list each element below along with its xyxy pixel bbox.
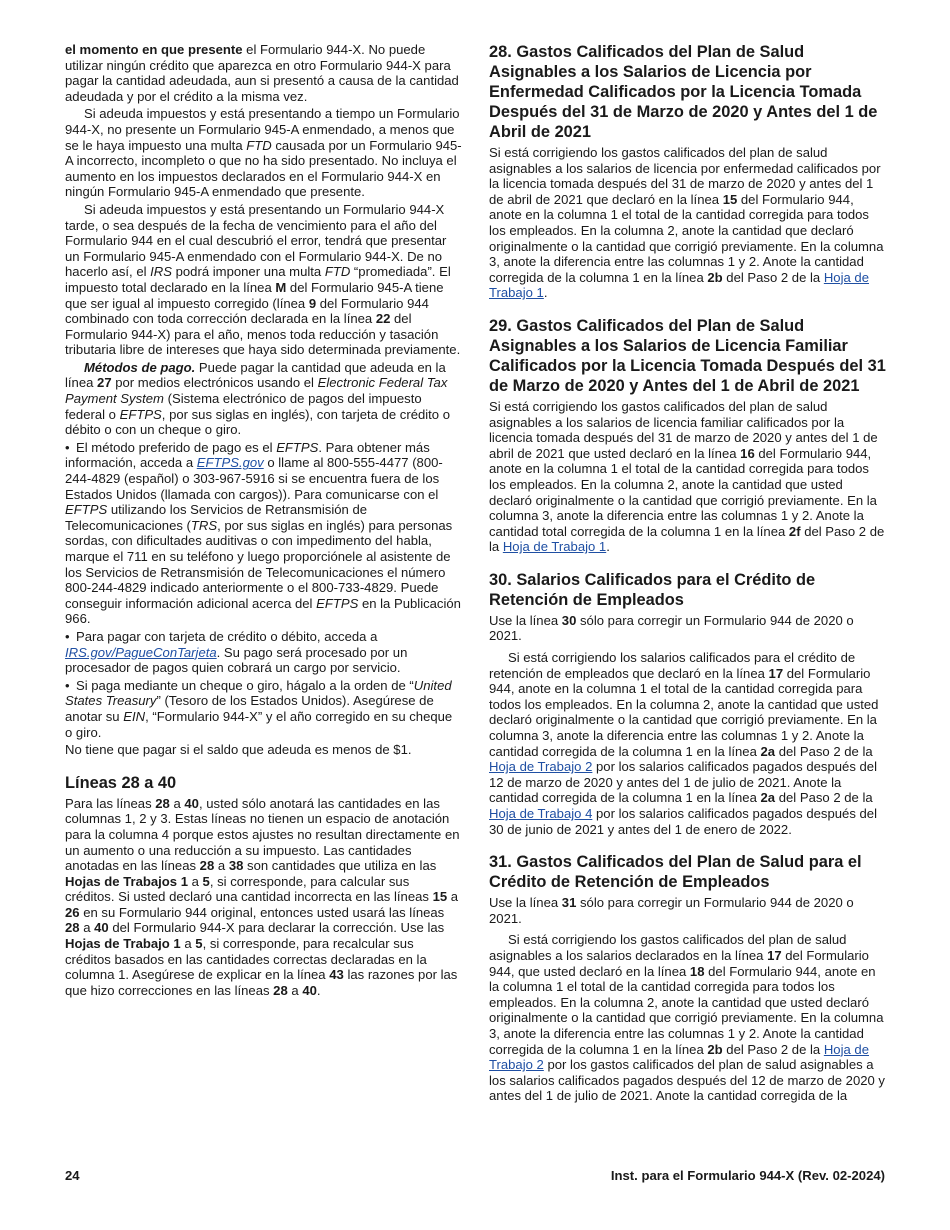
paragraph-lines-28-40: Para las líneas 28 a 40, usted sólo anotará las cantidades en las columnas 1, 2 y 3. Estas líneas no tienen un espacio de anotación para la columna 4 porque estos ajustes no resultan directamente en un aumento o una reducción a su impuesto. Las cantidades anotadas en las líneas 28 a 38 son cantidades que utiliza en las Hojas de Trabajos 1 a 5, si corresponde, para calcular sus créditos. Si usted declaró una cantidad incorrecta en las líneas 15 a 26 en su Formulario 944 original, entonces usted usará las líneas 28 a 40 del Formulario 944-X para declarar la corrección. Use las Hojas de Trabajo 1 a 5, si corresponde, para recalcular sus créditos basados en las cantidades correctas declaradas en la columna 1. Asegúrese de explicar en la línea 43 las razones por las que hizo correcciones en las líneas 28 a 40. bbox=[65, 795, 460, 998]
heading-lines-28-40: Líneas 28 a 40 bbox=[65, 773, 177, 792]
paragraph-line-30: Si está corrigiendo los salarios calificados para el crédito de retención de empleados que declaró en la línea 17 del Formulario 944, anote en la columna 1 el total de la cantidad corregida para todos los empleados. En la columna 2, anote la cantidad que usted declaró originalmente o la cantidad que corrigió previamente. En la columna 3, anote la diferencia entre las columnas 1 y 2. Anote la cantidad corregida de la columna 1 en la línea 2a del Paso 2 de la Hoja de Trabajo 2 por los salarios calificados pagados después del 12 de marzo de 2020 y antes del 1 de julio de 2021. Anote la cantidad corregida de la columna 1 en la línea 2a del Paso 2 de la Hoja de Trabajo 4 por los salarios calificados pagados después del 30 de junio de 2021 y antes del 1 de enero de 2022. bbox=[489, 650, 879, 837]
paragraph-late-filing: Si adeuda impuestos y está presentando un Formulario 944-X tarde, o sea después de la fecha de vencimiento para el año del Formulario 944 en el cual descubrió el error, tendrá que presentar un Formulario 945-A enmendado con el Formulario 944-X. De no hacerlo así, el IRS podrá imponer una multa FTD “promediada”. El impuesto total declarado en la línea M del Formulario 945-A tiene que ser igual al impuesto corregido (línea 9 del Formulario 944 combinado con toda corrección declarada en la línea 22 del Formulario 944-X) para el año, menos toda reducción y tasación tributaria libre de intereses que haya sido determinada previamente. bbox=[65, 201, 461, 358]
bullet-eftps: • El método preferido de pago es el EFTPS. Para obtener más información, acceda a EFTPS.gov o llame al 800-555-4477 (800-244-4829 (español) o 303-967-5916 si se encuentra fuera de los Estados Unidos (llamada con cargos)). Para comunicarse con el EFTPS utilizando los Servicios de Retransmisión de Telecomunicaciones (TRS, por sus siglas en inglés) para personas sordas, con dificultades auditivas o con impedimento del habla, marque el 711 en su teléfono y luego proporciónele al asistente de los Servicios de Retransmisión de Telecomunicaciones el número 800-244-4829 indicado anteriormente o el 800-733-4829. Puede conseguir información adicional acerca del EFTPS en la Publicación 966. bbox=[65, 439, 461, 627]
eftps-link[interactable]: EFTPS.gov bbox=[196, 455, 264, 471]
heading-line-28: 28. Gastos Calificados del Plan de Salud Asignables a los Salarios de Licencia por Enfermedad Calificados por la Licencia Tomada Después del 31 de Marzo de 2020 y Antes del 1 de Abril de 2021 bbox=[489, 43, 878, 141]
document-title: Inst. para el Formulario 944-X (Rev. 02-2024) bbox=[610, 1168, 885, 1183]
worksheet-1-link[interactable]: Hoja de Trabajo 1 bbox=[489, 269, 869, 301]
worksheet-2-link[interactable]: Hoja de Trabajo 2 bbox=[489, 1041, 869, 1073]
paragraph-on-time-filing: Si adeuda impuestos y está presentando a tiempo un Formulario 944-X, no presente un Formulario 945-A enmendado, a menos que se le haya impuesto una multa FTD causada por un Formulario 945-A incorrecto, incompleto o que no ha sido presentado. No incluya el aumento en los impuestos declarados en el Formulario 944-X en ningún Formulario 945-A enmendado que presente. bbox=[65, 106, 462, 200]
paragraph-line-30-scope: Use la línea 30 sólo para corregir un Formulario 944 de 2020 o 2021. bbox=[489, 612, 854, 644]
page-number: 24 bbox=[65, 1168, 80, 1183]
heading-line-29: 29. Gastos Calificados del Plan de Salud Asignables a los Salarios de Licencia Familiar Calificados por la Licencia Tomada Después del 31 de Marzo de 2020 y Antes del 1 de Abril de 2021 bbox=[489, 316, 886, 395]
paragraph-line-31: Si está corrigiendo los gastos calificados del plan de salud asignables a los salarios declarados en la línea 17 del Formulario 944, que usted declaró en la línea 18 del Formulario 944, anote en la columna 1 el total de la cantidad corregida para todos los empleados. En la columna 2, anote la cantidad que usted declaró originalmente o la cantidad que corrigió previamente. En la columna 3, anote la diferencia entre las columnas 1 y 2. Anote la cantidad corregida de la columna 1 en la línea 2b del Paso 2 de la Hoja de Trabajo 2 por los gastos calificados del plan de salud asignables a los salarios calificados pagados después del 12 de marzo de 2020 y antes del 1 de julio de 2021. Anote la cantidad corregida de la bbox=[489, 932, 885, 1104]
paragraph-line-29: Si está corrigiendo los gastos calificados del plan de salud asignables a los salarios de licencia familiar calificados por la licencia tomada después del 31 de marzo de 2020 y antes del 1 de abril de 2021 que usted declaró en la línea 16 del Formulario 944, anote en la columna 1 el total de la cantidad corregida para todos los empleados. En la columna 2, anote la cantidad que usted declaró originalmente o la cantidad que corrigió previamente. En la columna 3, anote la diferencia entre las columnas 1 y 2. Anote la cantidad total corregida de la columna 1 en la línea 2f del Paso 2 de la Hoja de Trabajo 1. bbox=[489, 398, 885, 555]
worksheet-2-link[interactable]: Hoja de Trabajo 2 bbox=[489, 759, 593, 775]
paragraph-payment-timing: el momento en que presente el Formulario 944-X. No puede utilizar ningún crédito que aparezca en otro Formulario 944-X para pagar la cantidad adeudada, aun si presentó a causa de la cantidad adeudada y por el crédito a la misma vez. bbox=[65, 42, 459, 104]
heading-line-31: 31. Gastos Calificados del Plan de Salud para el Crédito de Retención de Empleados bbox=[489, 853, 862, 892]
paragraph-line-28: Si está corrigiendo los gastos calificados del plan de salud asignables a los salarios de licencia por enfermedad calificados por la licencia tomada después del 31 de marzo de 2020 y antes del 1 de abril de 2021 que declaró en la línea 15 del Formulario 944, anote en la columna 1 el total de la cantidad corregida para todos los empleados. En la columna 2, anote la cantidad que declaró originalmente o la cantidad que corrigió previamente. En la columna 3, anote la diferencia entre las columnas 1 y 2. Anote la cantidad corregida de la columna 1 en la línea 2b del Paso 2 de la Hoja de Trabajo 1. bbox=[489, 145, 884, 301]
worksheet-4-link[interactable]: Hoja de Trabajo 4 bbox=[489, 806, 593, 821]
paragraph-payment-methods: Métodos de pago. Puede pagar la cantidad que adeuda en la línea 27 por medios electrónicos usando el Electronic Federal Tax Payment System (Sistema electrónico de pagos del impuesto federal o EFTPS, por sus siglas en inglés), con tarjeta de crédito o débito o con un cheque o giro. bbox=[65, 359, 451, 438]
irs-card-payment-link[interactable]: IRS.gov/PagueConTarjeta bbox=[65, 644, 217, 660]
paragraph-minimum-balance: No tiene que pagar si el saldo que adeuda es menos de $1. bbox=[65, 742, 412, 758]
paragraph-line-31-scope: Use la línea 31 sólo para corregir un Formulario 944 de 2020 o 2021. bbox=[489, 895, 854, 926]
bullet-check-payment: • Si paga mediante un cheque o giro, hágalo a la orden de “United States Treasury” (Tesoro de los Estados Unidos). Asegúrese de anotar su EIN, “Formulario 944-X” y el año corregido en su cheque o giro. bbox=[65, 677, 453, 740]
right-column bbox=[489, 42, 886, 1106]
bullet-card-payment: • Para pagar con tarjeta de crédito o débito, acceda a IRS.gov/PagueConTarjeta. Su pago será procesado por un procesador de pagos quien cobrará un cargo por servicio. bbox=[65, 628, 408, 676]
worksheet-1-link[interactable]: Hoja de Trabajo 1 bbox=[502, 539, 607, 555]
left-column bbox=[65, 42, 462, 1000]
heading-line-30: 30. Salarios Calificados para el Crédito de Retención de Empleados bbox=[489, 570, 816, 609]
